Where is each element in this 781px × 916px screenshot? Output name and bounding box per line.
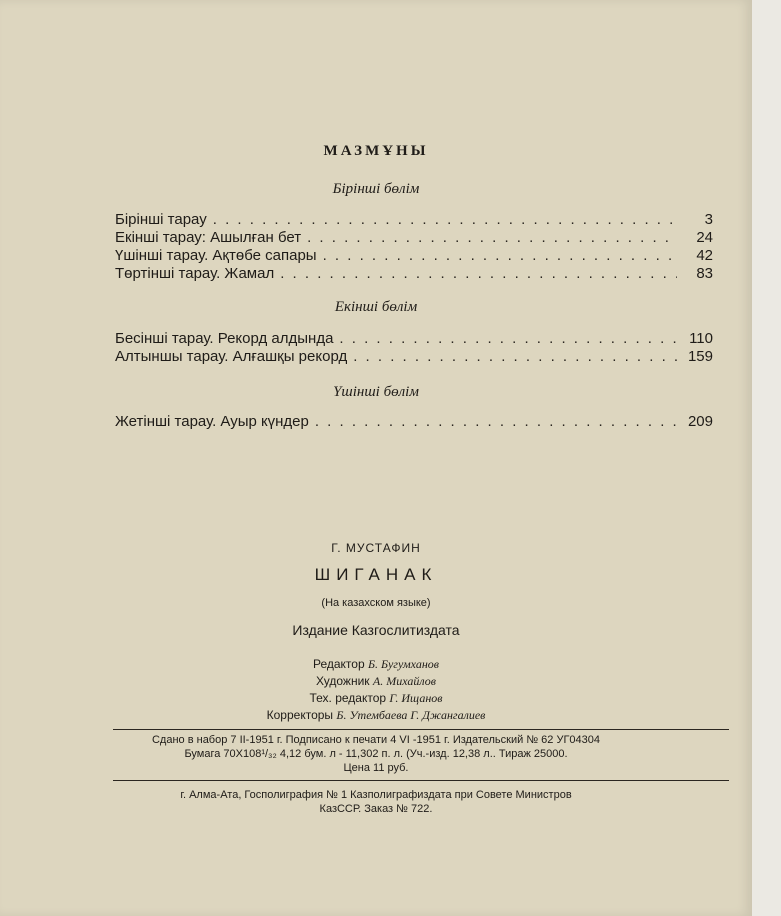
toc-entry-title: Үшінші тарау. Ақтөбе сапары: [115, 247, 317, 264]
part-title-1: Бірінші бөлім: [332, 181, 420, 197]
divider-rule: [113, 780, 729, 781]
part-title-3: Үшінші бөлім: [333, 384, 419, 400]
credit-line-artist: [0, 674, 752, 689]
printer-line: г. Алма-Ата, Госполиграфия № 1 Казполиграфиздата при Совете Министров: [180, 789, 572, 801]
toc-entry: [115, 229, 713, 247]
credit-name: Б. Бугумханов: [367, 657, 440, 671]
publisher-line: Издание Казгослитиздата: [292, 622, 460, 638]
toc-entry: [115, 265, 713, 283]
toc-entry-title: Жетінші тарау. Ауыр күндер: [115, 413, 309, 430]
page-edge: [752, 0, 781, 916]
printer-line: КазССР. Заказ № 722.: [319, 803, 433, 815]
leader-dots: [315, 413, 677, 431]
credit-name: Г. Ищанов: [389, 691, 443, 705]
toc-entry-title: Бесінші тарау. Рекорд алдында: [115, 330, 334, 347]
credit-name: А. Михайлов: [372, 674, 436, 688]
credit-line-editor: [0, 657, 752, 672]
leader-dots: [323, 247, 677, 265]
credit-role: Художник: [316, 674, 370, 688]
author-name: Г. МУСТАФИН: [331, 541, 421, 555]
credit-name: Б. Утембаева Г. Джангалиев: [336, 708, 486, 722]
toc-entry: [115, 413, 713, 431]
toc-entry-title: Төртінші тарау. Жамал: [115, 265, 275, 282]
toc-entry-page: 159: [687, 348, 713, 365]
leader-dots: [307, 229, 677, 247]
credit-line-tech-editor: [0, 691, 752, 706]
toc-entry: [115, 247, 713, 265]
credit-role: Корректоры: [266, 708, 334, 722]
toc-entry: [115, 348, 713, 366]
toc-entry-page: 24: [696, 229, 713, 246]
leader-dots: [353, 348, 677, 366]
credit-role: Тех. редактор: [309, 691, 387, 705]
leader-dots: [280, 265, 677, 283]
imprint-line: Сдано в набор 7 II-1951 г. Подписано к печати 4 VI -1951 г. Издательский № 62 УГ04304: [151, 734, 600, 746]
credit-line-proofreaders: [0, 708, 752, 723]
toc-entry-page: 110: [689, 330, 713, 347]
imprint-line: Бумага 70X108¹/₃₂ 4,12 бум. л - 11,302 п. л. (Уч.-изд. 12,38 л.. Тираж 25000.: [184, 748, 568, 760]
credit-role: Редактор: [312, 657, 365, 671]
divider-rule: [113, 729, 729, 730]
toc-entry-title: Бірінші тарау: [115, 211, 207, 228]
imprint-line: Цена 11 руб.: [343, 762, 409, 774]
toc-entry: [115, 330, 713, 348]
toc-entry-page: 83: [696, 265, 713, 282]
toc-entry-title: Екінші тарау: Ашылған бет: [115, 229, 302, 246]
toc-entry-page: 3: [704, 211, 713, 228]
toc-heading: МАЗМҰНЫ: [323, 143, 429, 159]
leader-dots: [213, 211, 677, 229]
part-title-2: Екінші бөлім: [334, 299, 418, 315]
language-note: (На казахском языке): [321, 597, 431, 609]
book-title: ШИГАНАК: [314, 565, 438, 584]
toc-entry-page: 42: [696, 247, 713, 264]
toc-entry-page: 209: [687, 413, 713, 430]
toc-entry-title: Алтыншы тарау. Алғашқы рекорд: [115, 348, 348, 365]
leader-dots: [339, 330, 677, 348]
toc-entry: [115, 211, 713, 229]
